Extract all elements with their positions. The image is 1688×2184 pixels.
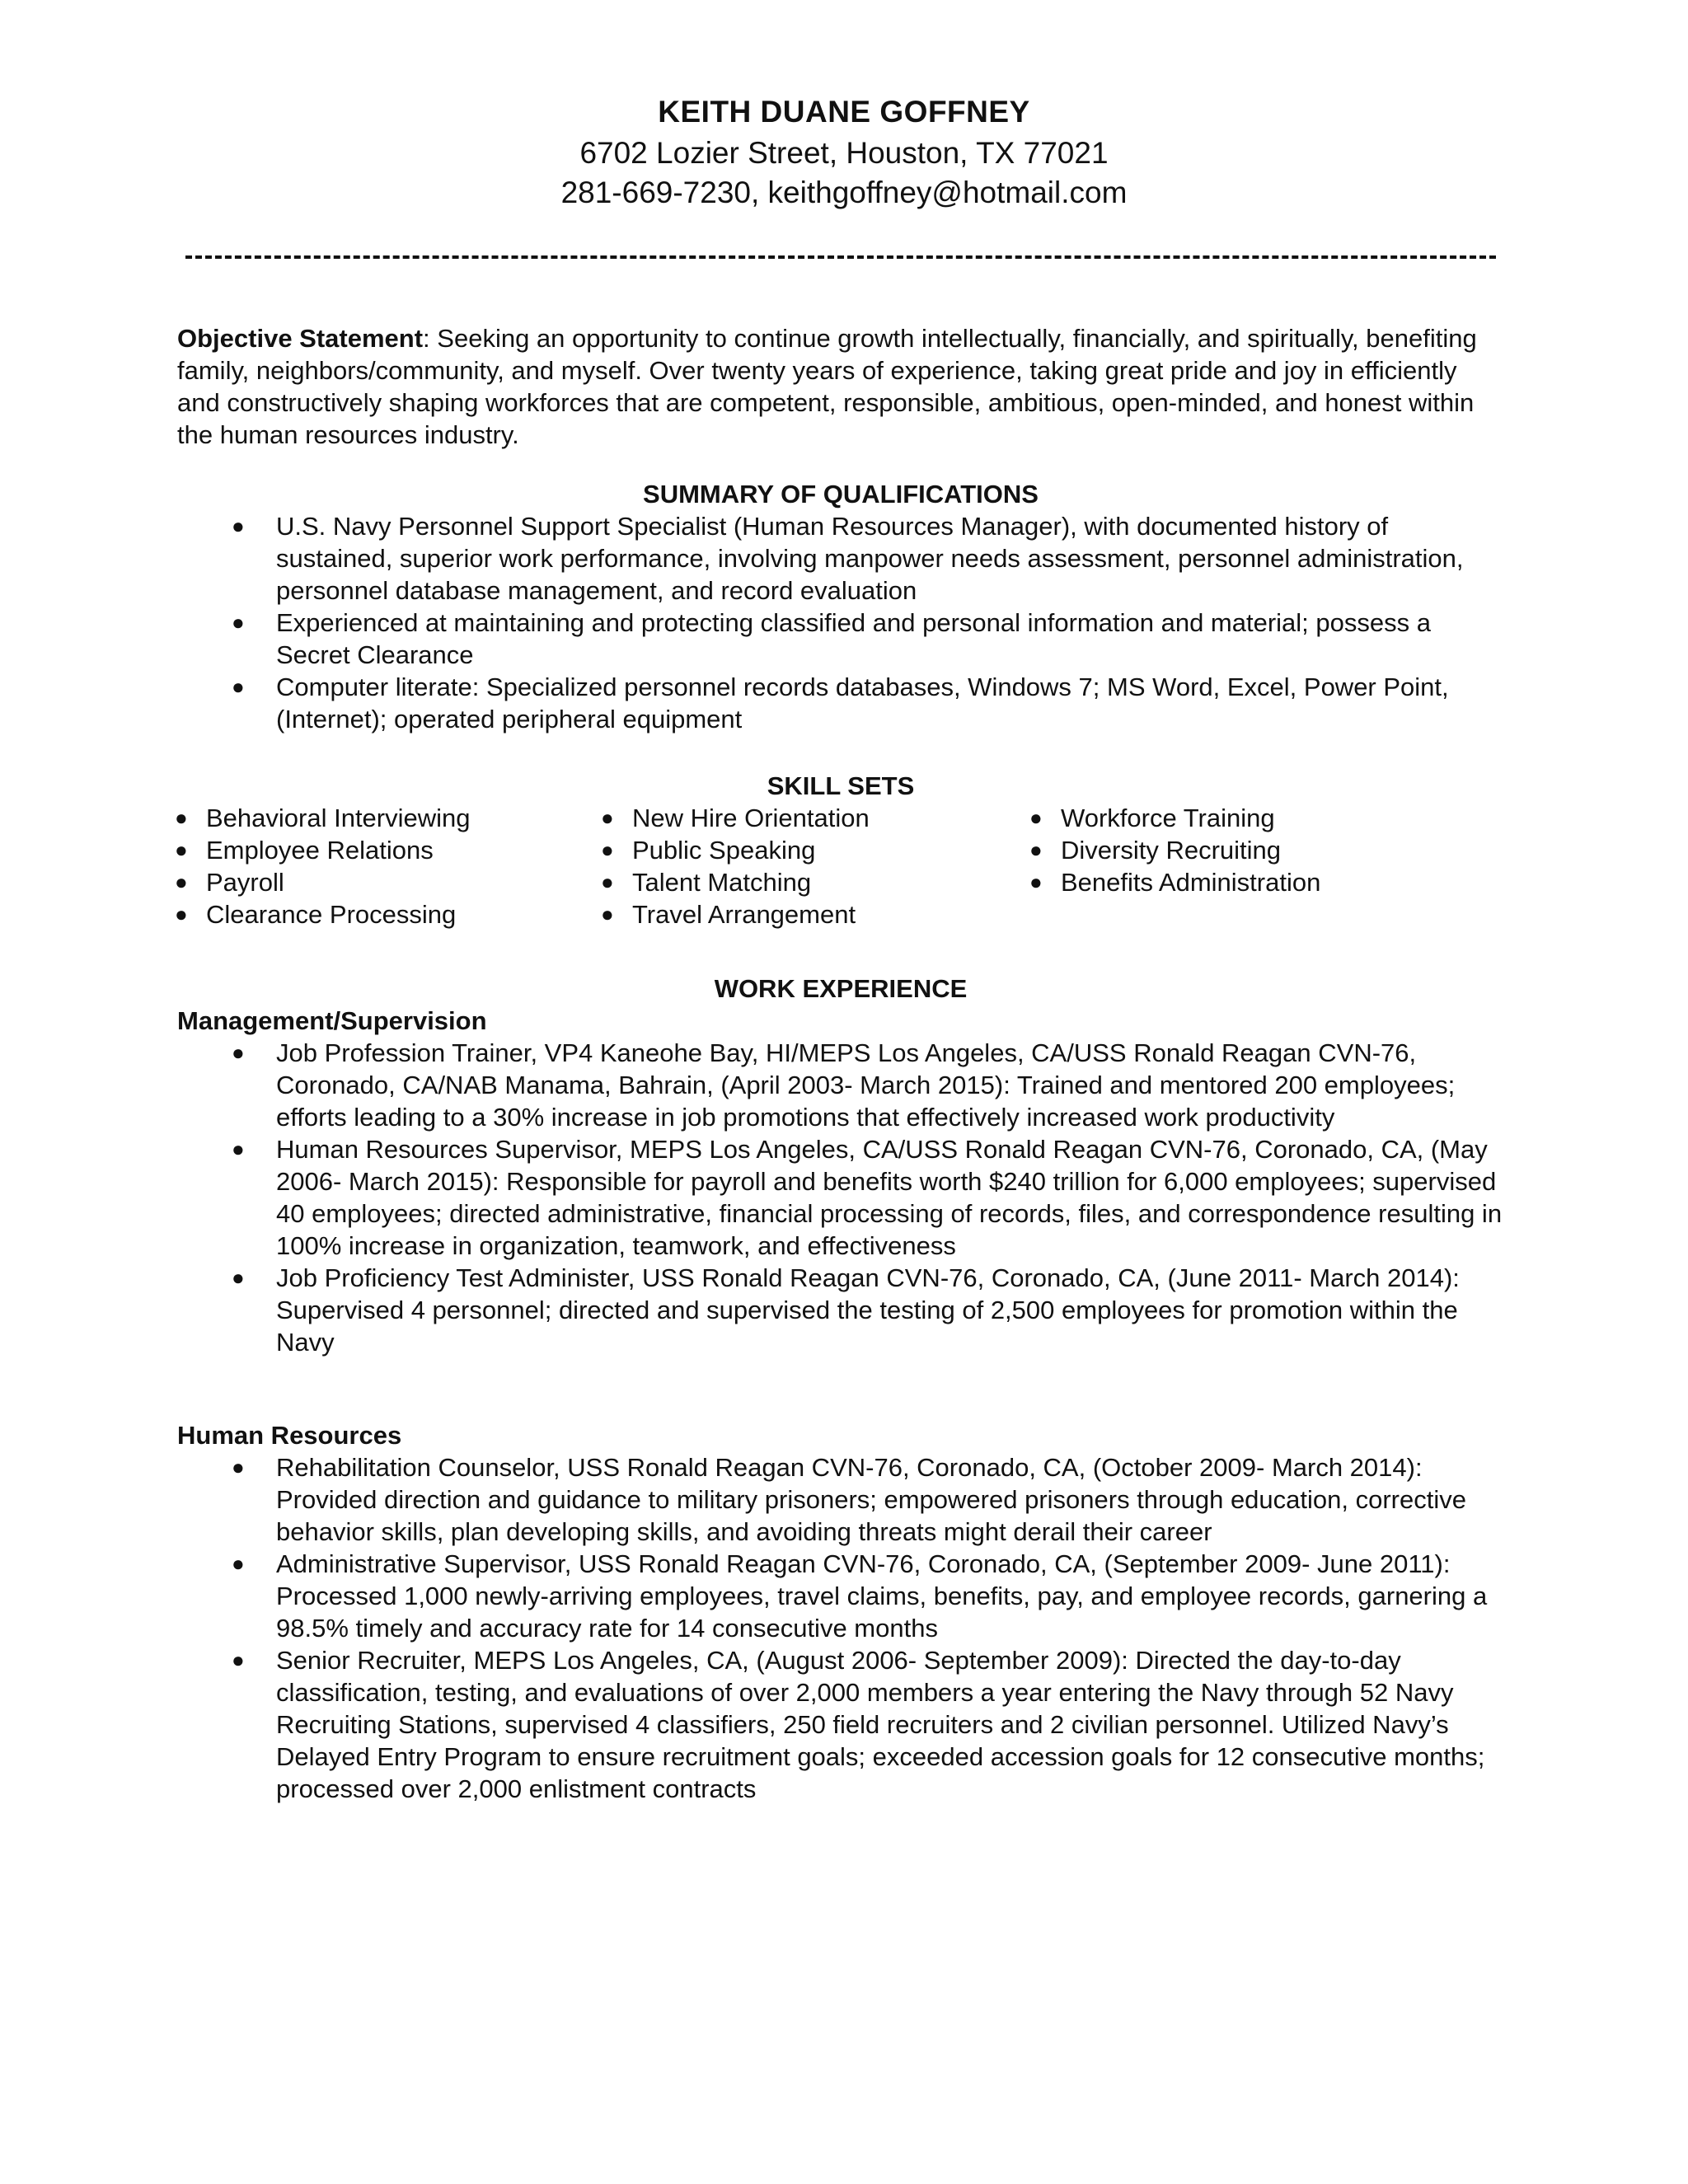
list-item: ● Workforce Training <box>1029 804 1275 832</box>
list-item: ● Job Proficiency Test Administer, USS Ronald Reagan CVN-76, Coronado, CA, (June 2011- March 2014): Supervised 4 personnel; directed and supervised the testing of 2,500 employees for promotion within the Navy <box>232 1263 1460 1357</box>
bullet-icon: ● <box>232 674 245 699</box>
list-item: ● Travel Arrangement <box>601 900 856 929</box>
candidate-name: KEITH DUANE GOFFNEY <box>658 95 1030 129</box>
list-item: ● Administrative Supervisor, USS Ronald Reagan CVN-76, Coronado, CA, (September 2009- June 2011): Processed 1,000 newly-arriving employees, travel claims, benefits, pay, and employee records, garnering a 98.5% timely and accuracy rate for 14 consecutive months <box>232 1549 1488 1643</box>
skills-column-1 <box>157 802 471 930</box>
objective-label: Objective Statement <box>177 324 424 353</box>
bullet-icon: ● <box>601 837 614 862</box>
bullet-icon: ● <box>232 513 245 538</box>
skills-heading: SKILL SETS <box>767 771 915 800</box>
list-item: ● U.S. Navy Personnel Support Specialist (Human Resources Manager), with documented history of sustained, superior work performance, involving manpower needs assessment, personnel administration, personnel database management, and record evaluation <box>232 512 1464 605</box>
human-resources-heading: Human Resources <box>177 1421 402 1450</box>
list-item: ● Employee Relations <box>175 836 434 865</box>
bullet-icon: ● <box>601 902 614 926</box>
list-item: ● Payroll <box>175 868 284 897</box>
bullet-icon: ● <box>232 1647 245 1672</box>
skills-grid <box>177 802 1504 934</box>
management-heading: Management/Supervision <box>177 1006 487 1035</box>
list-item: ● Job Profession Trainer, VP4 Kaneohe Bay, HI/MEPS Los Angeles, CA/USS Ronald Reagan CVN-76, Coronado, CA/NAB Manama, Bahrain, (April 2003- March 2015): Trained and mentored 200 employees; efforts leading to a 30% increase in job promotions that effectively increased work productivity <box>232 1038 1456 1132</box>
objective-paragraph <box>177 322 1504 451</box>
bullet-icon: ● <box>175 837 188 862</box>
list-item: ● Human Resources Supervisor, MEPS Los Angeles, CA/USS Ronald Reagan CVN-76, Coronado, CA, (May 2006- March 2015): Responsible for payroll and benefits worth $240 trillion for 6,000 employees; supervised 40 employees; directed administrative, financial processing of records, files, and correspondence resulting in 100% increase in organization, teamwork, and effectiveness <box>232 1135 1503 1260</box>
list-item: ● Diversity Recruiting <box>1029 836 1282 865</box>
bullet-icon: ● <box>175 869 188 894</box>
bullet-icon: ● <box>232 1455 245 1479</box>
list-item: ● Computer literate: Specialized personnel records databases, Windows 7; MS Word, Excel, Power Point, (Internet); operated peripheral equipment <box>232 673 1449 733</box>
bullet-icon: ● <box>232 1551 245 1576</box>
list-item: ● Talent Matching <box>601 868 812 897</box>
list-item: ● Rehabilitation Counselor, USS Ronald Reagan CVN-76, Coronado, CA, (October 2009- March 2014): Provided direction and guidance to military prisoners; empowered prisoners through education, corrective behavior skills, plan developing skills, and avoiding threats might derail their career <box>232 1453 1466 1546</box>
list-item: ● Benefits Administration <box>1029 868 1321 897</box>
list-item: ● Experienced at maintaining and protecting classified and personal information and material; possess a Secret Clearance <box>232 608 1431 669</box>
human-resources-list <box>177 1451 1504 1805</box>
bullet-icon: ● <box>232 1040 245 1065</box>
skills-column-2 <box>583 802 870 930</box>
human-resources-section <box>177 1419 1504 1805</box>
list-item: ● Clearance Processing <box>175 900 457 929</box>
bullet-icon: ● <box>601 869 614 894</box>
address: 6702 Lozier Street, Houston, TX 77021 <box>579 136 1109 170</box>
objective-text: Seeking an opportunity to continue growth intellectually, financially, and spiritually, benefiting family, neighbors/community, and myself. Over twenty years of experience, taking great pride and joy in efficiently and constructively shaping workforces that are competent, responsible, ambitious, open-minded, and honest within the human resources industry. <box>177 324 1477 449</box>
bullet-icon: ● <box>601 805 614 830</box>
objective-colon: : <box>423 324 430 353</box>
work-experience-heading: WORK EXPERIENCE <box>714 974 968 1003</box>
bullet-icon: ● <box>1029 837 1043 862</box>
dashed-divider <box>185 255 1496 267</box>
list-item: ● Senior Recruiter, MEPS Los Angeles, CA, (August 2006- September 2009): Directed the day-to-day classification, testing, and evaluations of over 2,000 members a year entering the Navy through 52 Navy Recruiting Stations, supervised 4 classifiers, 250 field recruiters and 2 civilian personnel. Utilized Navy’s Delayed Entry Program to ensure recruitment goals; exceeded accession goals for 12 consecutive months; processed over 2,000 enlistment contracts <box>232 1646 1485 1803</box>
bullet-icon: ● <box>232 610 245 635</box>
bullet-icon: ● <box>1029 805 1043 830</box>
skills-section <box>177 770 1504 934</box>
qualifications-list <box>177 510 1504 735</box>
bullet-icon: ● <box>232 1265 245 1290</box>
list-item: ● Public Speaking <box>601 836 816 865</box>
phone-email: 281-669-7230, keithgoffney@hotmail.com <box>560 176 1128 209</box>
list-item: ● Behavioral Interviewing <box>175 804 471 832</box>
objective-section <box>177 322 1504 451</box>
qualifications-section <box>177 478 1504 735</box>
skills-column-3 <box>1011 802 1320 898</box>
bullet-icon: ● <box>175 902 188 926</box>
bullet-icon: ● <box>175 805 188 830</box>
qualifications-heading: SUMMARY OF QUALIFICATIONS <box>643 480 1039 509</box>
bullet-icon: ● <box>1029 869 1043 894</box>
bullet-icon: ● <box>232 1137 245 1161</box>
list-item: ● New Hire Orientation <box>601 804 870 832</box>
work-experience-section <box>177 972 1504 1358</box>
management-list <box>177 1037 1504 1358</box>
